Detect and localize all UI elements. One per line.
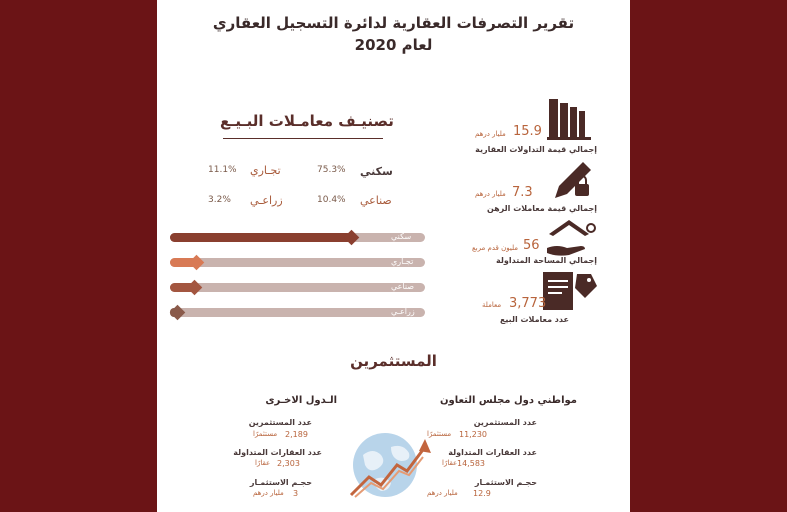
gcc-properties-unit: عقارًا bbox=[442, 459, 458, 467]
gcc-investors-label: عدد المستثمرين bbox=[473, 418, 537, 427]
other-investment-label: حجـم الاستثمـار bbox=[249, 478, 312, 487]
bar-label: صناعي bbox=[391, 282, 415, 291]
stat-trading-label: إجمالي قيمة التداولات العقارية bbox=[475, 145, 597, 154]
other-investors-label: عدد المستثمرين bbox=[248, 418, 312, 427]
other-properties-unit: عقارًا bbox=[255, 459, 271, 467]
row-residential-label: سكني bbox=[360, 165, 393, 178]
row-commercial-label: تجـاري bbox=[250, 164, 281, 177]
investors-title: المستثمرين bbox=[350, 352, 437, 370]
bar-fill bbox=[170, 233, 352, 242]
row-residential-pct: 75.3% bbox=[317, 165, 346, 175]
stat-trading-value: 15.9 bbox=[513, 124, 542, 139]
gcc-investors-unit: مستثمرًا bbox=[427, 430, 452, 438]
stat-area-label: إجمالي المساحة المتداولة bbox=[496, 256, 597, 265]
bar-track bbox=[170, 308, 425, 317]
row-industrial-label: صناعي bbox=[360, 194, 392, 207]
gcc-properties-label: عدد العقارات المتداولة bbox=[448, 448, 537, 457]
gcc-properties-value: 14,583 bbox=[457, 459, 485, 468]
stat-sales-value: 3,773 bbox=[509, 296, 547, 311]
row-industrial-pct: 10.4% bbox=[317, 195, 346, 205]
report-title: تقرير التصرفات العقارية لدائرة التسجيل العقاري bbox=[212, 14, 575, 32]
stat-sales-unit: معاملة bbox=[482, 301, 502, 309]
document-tag-icon bbox=[539, 268, 599, 314]
other-heading: الـدول الاخـرى bbox=[265, 395, 337, 406]
gcc-investment-unit: مليار درهم bbox=[427, 489, 458, 497]
bar-track bbox=[170, 258, 425, 267]
bar-track bbox=[170, 283, 425, 292]
gcc-investment-value: 12.9 bbox=[473, 489, 491, 498]
report-year: لعام 2020 bbox=[354, 36, 433, 54]
other-investment-value: 3 bbox=[293, 489, 299, 498]
gcc-investment-label: حجـم الاستثمـار bbox=[474, 478, 537, 487]
stat-mortgage-value: 7.3 bbox=[512, 185, 533, 200]
stat-area-unit: مليون قدم مربع bbox=[472, 244, 519, 252]
row-agricultural-pct: 3.2% bbox=[208, 195, 231, 205]
globe-growth-icon bbox=[345, 425, 435, 505]
classification-title: تصنيـف معامـلات البـيـع bbox=[220, 112, 394, 130]
gcc-investors-value: 11,230 bbox=[459, 430, 487, 439]
books-icon bbox=[547, 97, 593, 141]
stat-mortgage-unit: مليار درهم bbox=[475, 190, 506, 198]
stat-mortgage-label: إجمالي قيمة معاملات الرهن bbox=[486, 204, 597, 213]
other-investors-unit: مستثمرًا bbox=[253, 430, 278, 438]
other-investment-unit: مليار درهم bbox=[253, 489, 284, 497]
title-underline bbox=[223, 138, 383, 139]
house-hand-icon bbox=[545, 218, 597, 260]
row-agricultural-label: زراعـي bbox=[250, 194, 283, 207]
bar-label: سكني bbox=[391, 232, 412, 241]
bar-label: زراعـي bbox=[391, 307, 415, 316]
pen-lock-icon bbox=[549, 160, 595, 202]
bar-label: تجـاري bbox=[391, 257, 414, 266]
stat-area-value: 56 bbox=[523, 238, 540, 253]
stat-trading-unit: مليار درهم bbox=[475, 130, 506, 138]
other-properties-label: عدد العقارات المتداولة bbox=[233, 448, 322, 457]
infographic-panel bbox=[157, 0, 630, 512]
stat-sales-label: عدد معاملات البيع bbox=[499, 315, 569, 324]
other-investors-value: 2,189 bbox=[285, 430, 308, 439]
other-properties-value: 2,303 bbox=[277, 459, 300, 468]
gcc-heading: مواطني دول مجلس التعاون bbox=[439, 395, 577, 406]
row-commercial-pct: 11.1% bbox=[208, 165, 237, 175]
